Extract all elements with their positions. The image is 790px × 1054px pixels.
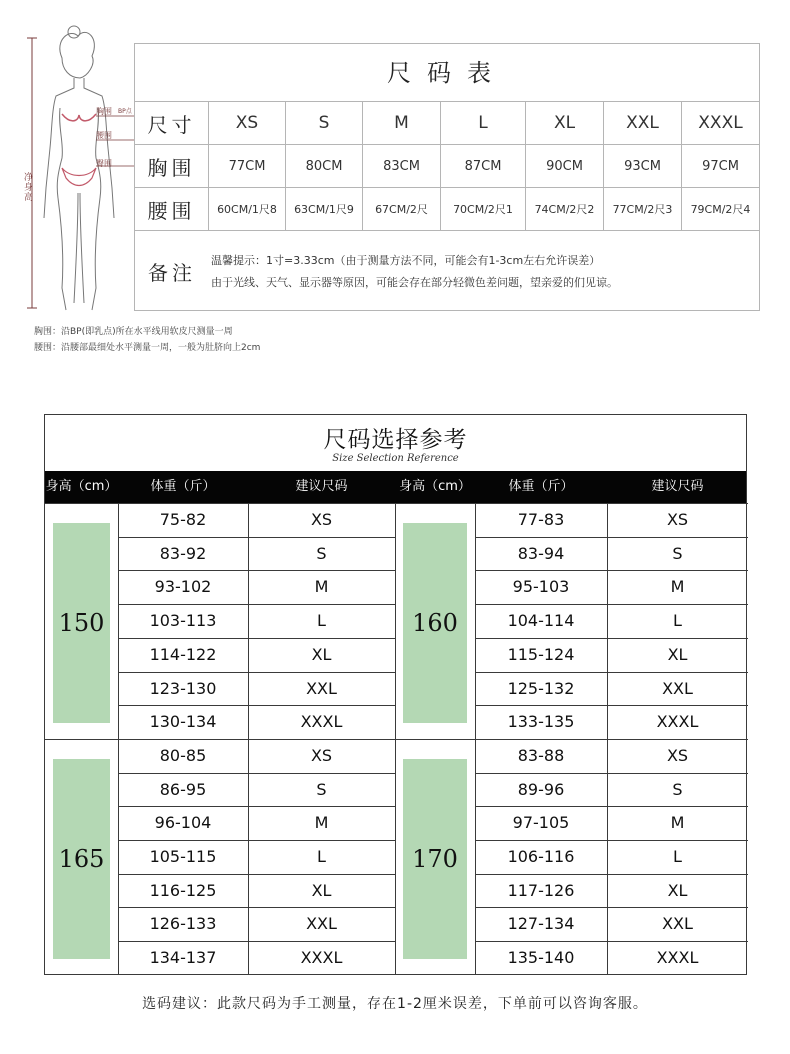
weight-range-cell: 86-95: [159, 779, 207, 799]
height-value-box: 150: [53, 523, 110, 723]
suggested-size-cell: XXXL: [300, 712, 343, 732]
remarks-label: 备注: [148, 260, 196, 285]
size-row: [135, 102, 759, 145]
header-size: 建议尺码: [651, 479, 704, 494]
row-divider: [118, 672, 395, 673]
weight-range-cell: 83-94: [517, 543, 565, 563]
suggested-size-cell: XXL: [306, 678, 337, 698]
row-divider: [118, 874, 395, 875]
size-cell: M: [363, 102, 441, 144]
waist-cell: 77CM/2尺3: [604, 188, 682, 230]
size-cell: XXL: [604, 102, 682, 144]
weight-range-cell: 126-133: [149, 914, 217, 934]
suggested-size-cell: S: [672, 543, 683, 563]
row-divider: [118, 941, 395, 942]
weight-range-cell: 117-126: [507, 880, 575, 900]
waist-cell: 63CM/1尺9: [286, 188, 363, 230]
suggested-size-cell: L: [317, 847, 326, 866]
row-divider: [118, 840, 395, 841]
weight-range-cell: 89-96: [517, 779, 565, 799]
height-value-box: 170: [403, 759, 467, 959]
waist-label: 腰围: [96, 131, 112, 140]
suggested-size-cell: S: [672, 779, 683, 799]
column-divider: [395, 503, 396, 975]
waist-row-label: 腰围: [135, 188, 209, 230]
row-divider: [118, 537, 395, 538]
bp-label: BP点: [118, 108, 132, 115]
suggested-size-cell: S: [316, 543, 327, 563]
weight-range-cell: 80-85: [159, 745, 207, 765]
reference-grid: [45, 503, 746, 975]
size-cell: XL: [526, 102, 604, 144]
chest-cell: 93CM: [604, 145, 682, 187]
row-divider: [475, 840, 748, 841]
weight-range-cell: 104-114: [507, 611, 575, 631]
weight-range-cell: 77-83: [517, 510, 565, 529]
row-divider: [118, 570, 395, 571]
remarks-line: 由于光线、天气、显示器等原因，可能会存在部分轻微色差问题，望亲爱的们见谅。: [211, 276, 618, 289]
row-divider: [475, 672, 748, 673]
chest-cell: 87CM: [441, 145, 526, 187]
header-weight: 体重（斤）: [508, 479, 574, 494]
suggested-size-cell: XXL: [306, 914, 337, 934]
header-size: 建议尺码: [295, 479, 348, 494]
size-chart-title: 尺码表: [135, 44, 759, 102]
suggested-size-cell: XXXL: [656, 948, 699, 968]
suggested-size-cell: XS: [310, 745, 333, 765]
size-cell: S: [286, 102, 363, 144]
suggested-size-cell: L: [317, 611, 326, 631]
suggested-size-cell: XL: [311, 880, 332, 900]
group-divider: [45, 739, 748, 740]
suggested-size-cell: S: [316, 779, 327, 799]
chest-cell: 97CM: [702, 158, 739, 174]
suggested-size-cell: XL: [667, 644, 688, 664]
weight-range-cell: 93-102: [154, 577, 212, 597]
waist-cell: 70CM/2尺1: [441, 188, 526, 230]
waist-cell: 67CM/2尺: [363, 188, 441, 230]
reference-header: [45, 471, 746, 503]
waist-cell: 74CM/2尺2: [526, 188, 604, 230]
weight-range-cell: 75-82: [159, 510, 207, 529]
suggested-size-cell: XS: [310, 510, 333, 529]
waist-note: 腰围：沿腰部最细处水平测量一周，一般为肚脐向上2cm: [34, 343, 261, 353]
column-divider: [475, 503, 476, 975]
bust-label: 胸围: [96, 107, 112, 116]
row-divider: [118, 705, 395, 706]
measurement-notes: [34, 324, 260, 356]
size-cell: L: [441, 102, 526, 144]
weight-range-cell: 127-134: [507, 914, 575, 934]
suggested-size-cell: M: [314, 813, 329, 833]
row-divider: [475, 907, 748, 908]
grid-top-line: [45, 503, 748, 504]
suggested-size-cell: XL: [311, 644, 332, 664]
weight-range-cell: 116-125: [149, 880, 217, 900]
weight-range-cell: 83-92: [159, 543, 207, 563]
row-divider: [475, 773, 748, 774]
weight-range-cell: 125-132: [507, 678, 575, 698]
size-cell: XXXL: [698, 113, 743, 133]
chest-cell: 77CM: [209, 145, 286, 187]
row-divider: [118, 773, 395, 774]
remarks-row: [135, 231, 759, 311]
suggested-size-cell: XS: [666, 510, 689, 529]
waist-row: [135, 188, 759, 231]
weight-range-cell: 135-140: [507, 948, 575, 968]
row-divider: [475, 570, 748, 571]
weight-range-cell: 123-130: [149, 678, 217, 698]
height-value-box: 160: [403, 523, 467, 723]
chest-row-label: 胸围: [135, 145, 209, 187]
weight-range-cell: 134-137: [149, 948, 217, 968]
chest-cell: 83CM: [363, 145, 441, 187]
weight-range-cell: 130-134: [149, 712, 217, 732]
weight-range-cell: 105-115: [149, 847, 217, 866]
footer-note: 选码建议：此款尺码为手工测量，存在1-2厘米误差，下单前可以咨询客服。: [142, 996, 648, 1012]
remarks-text: [209, 231, 618, 311]
chest-cell: 80CM: [286, 145, 363, 187]
column-divider: [607, 503, 608, 975]
row-divider: [118, 604, 395, 605]
row-divider: [475, 537, 748, 538]
weight-range-cell: 133-135: [507, 712, 575, 732]
suggested-size-cell: M: [670, 577, 685, 597]
weight-range-cell: 114-122: [149, 644, 217, 664]
suggested-size-cell: M: [670, 813, 685, 833]
weight-range-cell: 83-88: [517, 745, 565, 765]
waist-cell: 79CM/2尺4: [690, 203, 751, 216]
reference-subtitle: Size Selection Reference: [332, 453, 459, 464]
suggested-size-cell: L: [673, 847, 682, 866]
suggested-size-cell: XXL: [662, 678, 693, 698]
weight-range-cell: 97-105: [512, 813, 570, 833]
row-divider: [475, 874, 748, 875]
chest-cell: 90CM: [526, 145, 604, 187]
header-weight: 体重（斤）: [150, 479, 216, 494]
size-reference-table: [44, 414, 747, 975]
row-divider: [475, 806, 748, 807]
row-divider: [475, 941, 748, 942]
suggested-size-cell: L: [673, 611, 682, 631]
suggested-size-cell: XXXL: [300, 948, 343, 968]
header-height: 身高（cm）: [399, 479, 471, 494]
weight-range-cell: 96-104: [154, 813, 212, 833]
suggested-size-cell: M: [314, 577, 329, 597]
body-figure: [22, 18, 137, 318]
weight-range-cell: 103-113: [149, 611, 217, 631]
size-row-label: 尺寸: [135, 102, 209, 144]
hip-label: 臀围: [96, 159, 112, 168]
suggested-size-cell: XL: [667, 880, 688, 900]
header-height: 身高（cm）: [45, 479, 118, 494]
weight-range-cell: 95-103: [512, 577, 570, 597]
suggested-size-cell: XS: [666, 745, 689, 765]
weight-range-cell: 115-124: [507, 644, 575, 664]
row-divider: [475, 638, 748, 639]
size-cell: XS: [209, 102, 286, 144]
column-divider: [248, 503, 249, 975]
height-label: 净身高: [24, 173, 34, 203]
row-divider: [118, 638, 395, 639]
suggested-size-cell: XXL: [662, 914, 693, 934]
bust-note: 胸围：沿BP(即乳点)所在水平线用软皮尺测量一周: [34, 327, 233, 337]
row-divider: [118, 806, 395, 807]
waist-cell: 60CM/1尺8: [209, 188, 286, 230]
reference-title: 尺码选择参考: [323, 427, 468, 453]
suggested-size-cell: XXXL: [656, 712, 699, 732]
chest-row: [135, 145, 759, 188]
row-divider: [475, 604, 748, 605]
size-chart: [134, 43, 760, 311]
height-value-box: 165: [53, 759, 110, 959]
column-divider: [118, 503, 119, 975]
remarks-line: 温馨提示：1寸=3.33cm（由于测量方法不同，可能会有1-3cm左右允许误差）: [211, 254, 601, 267]
body-outline-illustration: [22, 18, 137, 318]
row-divider: [118, 907, 395, 908]
row-divider: [475, 705, 748, 706]
weight-range-cell: 106-116: [507, 847, 575, 866]
